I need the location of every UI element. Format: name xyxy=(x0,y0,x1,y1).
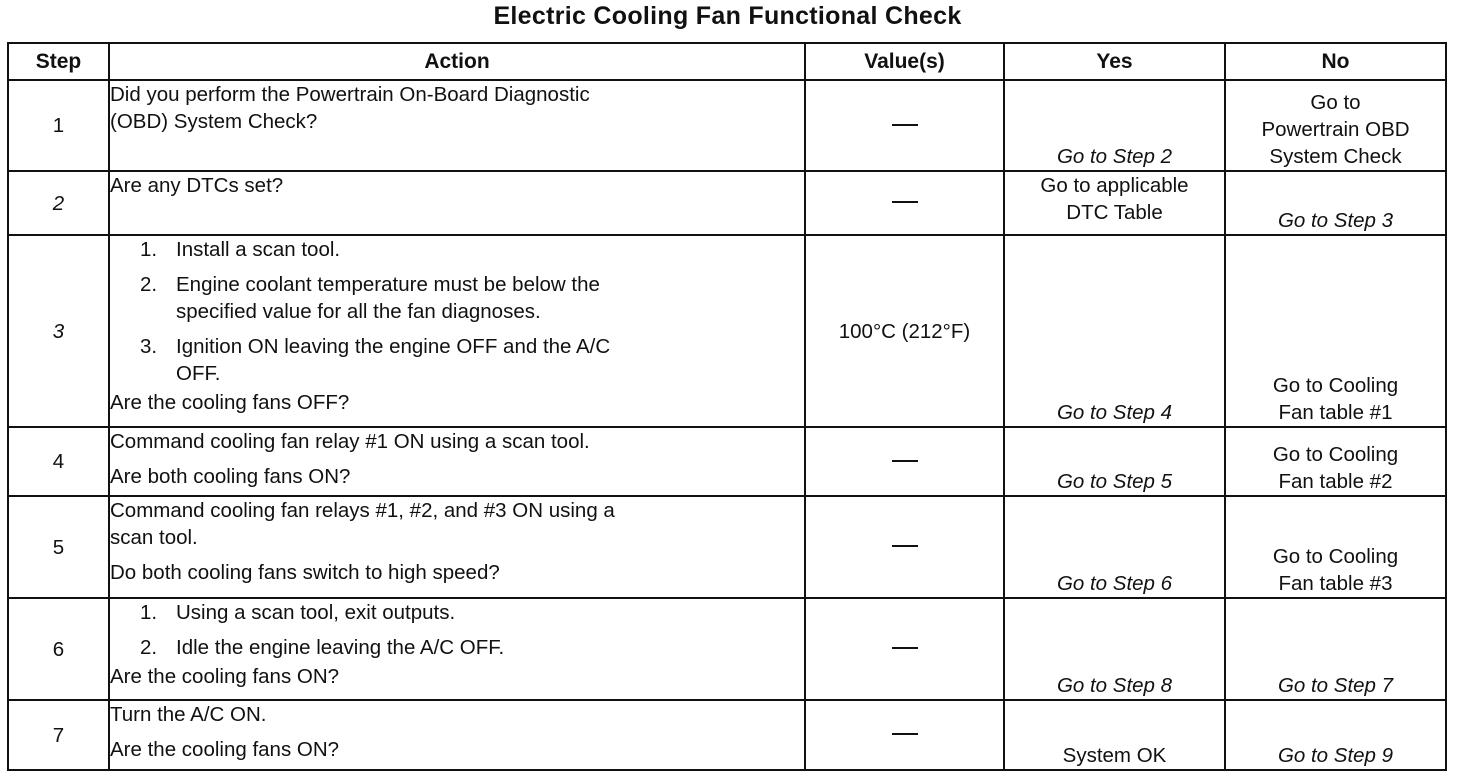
no-cell: Go to Step 3 xyxy=(1225,171,1446,235)
yes-text: DTC Table xyxy=(1066,201,1163,224)
action-cell xyxy=(109,235,805,427)
action-text: Did you perform the Powertrain On-Board Diagnostic xyxy=(110,83,590,106)
no-cell: Go to Step 9 xyxy=(1225,700,1446,770)
action-cell xyxy=(109,496,805,598)
action-text: Command cooling fan relay #1 ON using a scan tool. xyxy=(110,430,590,453)
sub-step xyxy=(110,634,804,661)
sub-step-list xyxy=(110,599,804,661)
sub-step xyxy=(110,236,804,263)
step-number: 1 xyxy=(8,80,109,171)
sub-step-number: 2. xyxy=(140,636,158,659)
no-text: Fan table #2 xyxy=(1278,470,1393,493)
yes-cell: Go to Step 5 xyxy=(1004,427,1225,496)
value-cell xyxy=(805,80,1004,171)
step-number: 4 xyxy=(8,427,109,496)
table-row-step-6 xyxy=(8,598,1446,700)
step-number: 2 xyxy=(8,171,109,235)
table-row-step-7 xyxy=(8,700,1446,770)
action-text: Turn the A/C ON. xyxy=(110,703,267,726)
table-row-step-2 xyxy=(8,171,1446,235)
action-cell xyxy=(109,598,805,700)
no-cell xyxy=(1225,496,1446,598)
sub-step-number: 3. xyxy=(140,335,158,358)
action-cell xyxy=(109,427,805,496)
no-text: Fan table #1 xyxy=(1278,401,1393,424)
no-cell: Go to Step 7 xyxy=(1225,598,1446,700)
page-title: Electric Cooling Fan Functional Check xyxy=(493,2,962,30)
header-row xyxy=(8,43,1446,80)
sub-step-text: Ignition ON leaving the engine OFF and the A/C xyxy=(176,335,611,358)
table-row-step-3 xyxy=(8,235,1446,427)
table-row-step-4 xyxy=(8,427,1446,496)
action-question: Are the cooling fans ON? xyxy=(110,738,340,761)
step-number: 7 xyxy=(8,700,109,770)
yes-cell: Go to Step 6 xyxy=(1004,496,1225,598)
value-dash xyxy=(892,201,918,203)
yes-cell: Go to Step 2 xyxy=(1004,80,1225,171)
value-cell xyxy=(805,598,1004,700)
sub-step-text: specified value for all the fan diagnoses. xyxy=(176,300,541,323)
yes-text: Go to applicable xyxy=(1040,174,1189,197)
yes-cell: System OK xyxy=(1004,700,1225,770)
no-cell xyxy=(1225,80,1446,171)
no-text: Powertrain OBD xyxy=(1261,118,1410,141)
yes-cell: Go to Step 4 xyxy=(1004,235,1225,427)
value-cell xyxy=(805,171,1004,235)
action-question: Do both cooling fans switch to high speed? xyxy=(110,561,500,584)
value-cell xyxy=(805,700,1004,770)
no-cell xyxy=(1225,427,1446,496)
value-cell: 100°C (212°F) xyxy=(805,235,1004,427)
action-text: (OBD) System Check? xyxy=(110,110,318,133)
sub-step xyxy=(110,333,804,387)
yes-cell xyxy=(1004,171,1225,235)
action-question: Are both cooling fans ON? xyxy=(110,465,351,488)
value-dash xyxy=(892,124,918,126)
header-no: No xyxy=(1225,43,1446,80)
sub-step xyxy=(110,271,804,325)
action-question: Are the cooling fans ON? xyxy=(110,665,340,688)
no-cell xyxy=(1225,235,1446,427)
step-number: 6 xyxy=(8,598,109,700)
table-row-step-1 xyxy=(8,80,1446,171)
action-text: Command cooling fan relays #1, #2, and #3 ON using a xyxy=(110,499,615,522)
no-text: System Check xyxy=(1269,145,1402,168)
action-cell xyxy=(109,700,805,770)
sub-step-list xyxy=(110,236,804,387)
sub-step-text: Engine coolant temperature must be below the xyxy=(176,273,600,296)
no-text: Go to Cooling xyxy=(1272,545,1399,568)
sub-step-number: 2. xyxy=(140,273,158,296)
step-number: 5 xyxy=(8,496,109,598)
diagnostic-table xyxy=(7,42,1447,771)
action-cell xyxy=(109,80,805,171)
table-row-step-5 xyxy=(8,496,1446,598)
yes-cell: Go to Step 8 xyxy=(1004,598,1225,700)
action-text: Are any DTCs set? xyxy=(110,174,284,197)
header-step: Step xyxy=(8,43,109,80)
value-dash xyxy=(892,545,918,547)
header-action: Action xyxy=(109,43,805,80)
action-text: scan tool. xyxy=(110,526,198,549)
value-dash xyxy=(892,460,918,462)
sub-step-number: 1. xyxy=(140,601,158,624)
no-text: Go to xyxy=(1310,91,1361,114)
sub-step-text: OFF. xyxy=(176,362,221,385)
value-dash xyxy=(892,733,918,735)
value-cell xyxy=(805,496,1004,598)
value-cell xyxy=(805,427,1004,496)
sub-step-text: Using a scan tool, exit outputs. xyxy=(176,601,456,624)
no-text: Go to Cooling xyxy=(1272,443,1399,466)
no-text: Fan table #3 xyxy=(1278,572,1393,595)
sub-step-text: Install a scan tool. xyxy=(176,238,341,261)
value-dash xyxy=(892,647,918,649)
action-cell xyxy=(109,171,805,235)
sub-step-text: Idle the engine leaving the A/C OFF. xyxy=(176,636,505,659)
header-yes: Yes xyxy=(1004,43,1225,80)
header-values: Value(s) xyxy=(805,43,1004,80)
sub-step xyxy=(110,599,804,626)
step-number: 3 xyxy=(8,235,109,427)
action-question: Are the cooling fans OFF? xyxy=(110,391,350,414)
no-text: Go to Cooling xyxy=(1272,374,1399,397)
sub-step-number: 1. xyxy=(140,238,158,261)
